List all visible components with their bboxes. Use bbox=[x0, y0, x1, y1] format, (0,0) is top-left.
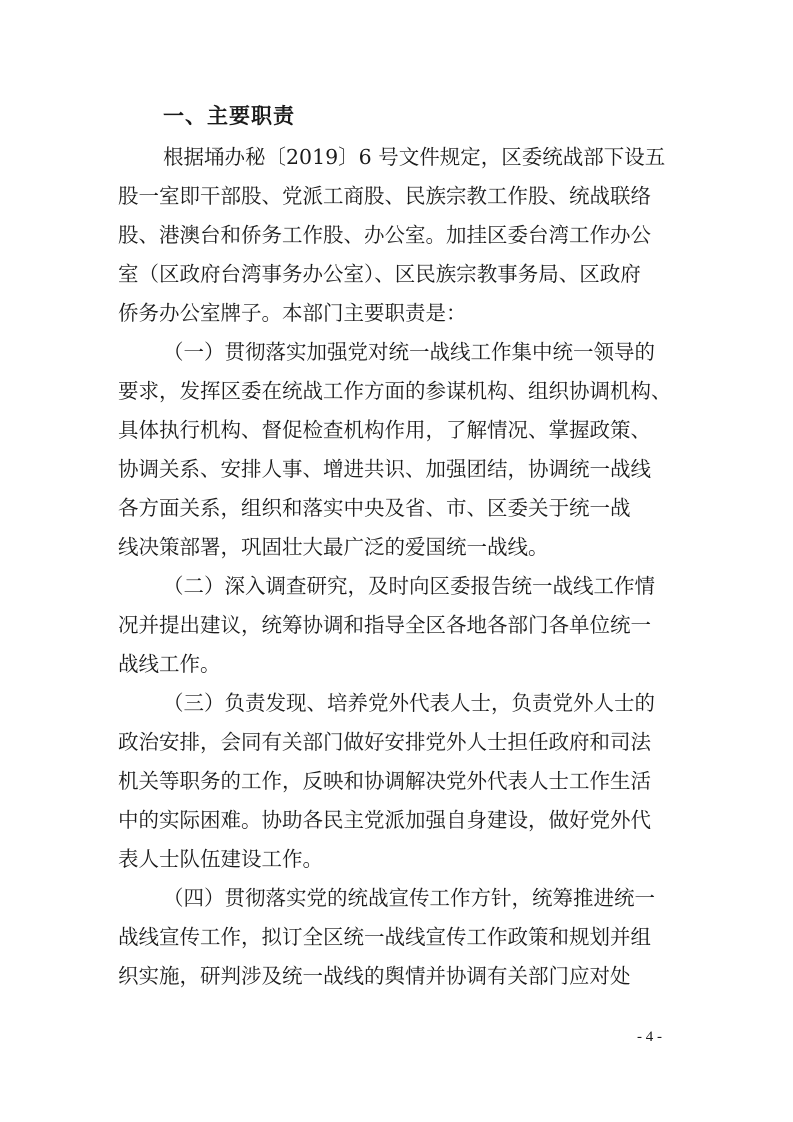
body-line: 战线工作。 bbox=[118, 652, 221, 676]
body-line: 根据埇办秘〔2019〕6 号文件规定，区委统战部下设五 bbox=[163, 145, 666, 169]
body-line: 况并提出建议，统筹协调和指导全区各地各部门各单位统一 bbox=[118, 613, 651, 637]
body-line: 机关等职务的工作，反映和协调解决党外代表人士工作生活 bbox=[118, 769, 651, 793]
body-line: 侨务办公室牌子。本部门主要职责是： bbox=[118, 301, 467, 325]
section-heading: 一、主要职责 bbox=[163, 104, 295, 128]
body-line: 室（区政府台湾事务办公室）、区民族宗教事务局、区政府 bbox=[118, 262, 641, 286]
body-line: 股一室即干部股、党派工商股、民族宗教工作股、统战联络 bbox=[118, 184, 651, 208]
body-line: 政治安排，会同有关部门做好安排党外人士担任政府和司法 bbox=[118, 730, 651, 754]
body-line: 线决策部署，巩固壮大最广泛的爱国统一战线。 bbox=[118, 535, 549, 559]
body-line: 战线宣传工作，拟订全区统一战线宣传工作政策和规划并组 bbox=[118, 925, 651, 949]
body-line: （三）负责发现、培养党外代表人士，负责党外人士的 bbox=[163, 691, 655, 715]
body-line: （二）深入调查研究，及时向区委报告统一战线工作情 bbox=[163, 574, 655, 598]
body-line: 中的实际困难。协助各民主党派加强自身建设，做好党外代 bbox=[118, 808, 651, 832]
body-line: （四）贯彻落实党的统战宣传工作方针，统筹推进统一 bbox=[163, 886, 655, 910]
body-line: 股、港澳台和侨务工作股、办公室。加挂区委台湾工作办公 bbox=[118, 223, 651, 247]
body-line: 各方面关系，组织和落实中央及省、市、区委关于统一战 bbox=[118, 496, 631, 520]
body-line: 表人士队伍建设工作。 bbox=[118, 847, 323, 871]
body-line: 要求，发挥区委在统战工作方面的参谋机构、组织协调机构、 bbox=[118, 379, 672, 403]
page-number: - 4 - bbox=[637, 1029, 662, 1045]
body-line: 具体执行机构、督促检查机构作用，了解情况、掌握政策、 bbox=[118, 418, 651, 442]
body-line: （一）贯彻落实加强党对统一战线工作集中统一领导的 bbox=[163, 340, 655, 364]
body-line: 协调关系、安排人事、增进共识、加强团结，协调统一战线 bbox=[118, 457, 651, 481]
body-line: 织实施，研判涉及统一战线的舆情并协调有关部门应对处 bbox=[118, 964, 631, 988]
